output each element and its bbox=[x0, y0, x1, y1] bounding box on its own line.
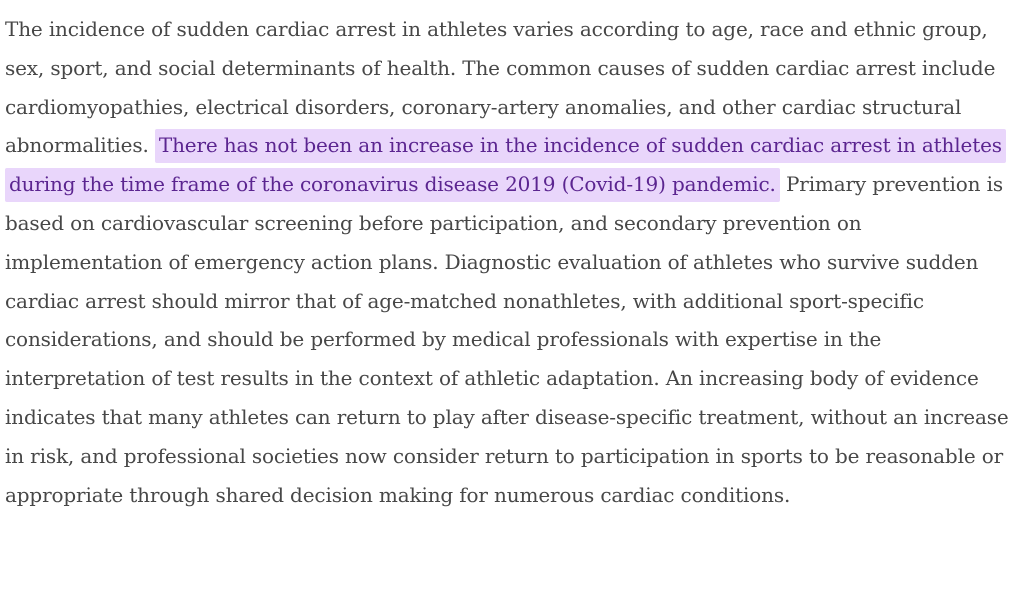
highlighted-sentence[interactable]: There has not been an increase in the incidence of sudden cardiac arrest in athletes during the time frame of the coronavirus disease 2019 (Covid-19) pandemic. bbox=[5, 129, 1006, 202]
paragraph-text-before-highlight: The incidence of sudden cardiac arrest in athletes varies according to age, race and ethnic group, sex, sport, and social determinants of health. The common causes of sudden cardiac arrest include cardiomyopathies, electrical disorders, coronary-artery anomalies, and other cardiac structural abnormalities. bbox=[5, 17, 996, 158]
paragraph-text-after-highlight: Primary prevention is based on cardiovascular screening before participation, and secondary prevention on implementation of emergency action plans. Diagnostic evaluation of athletes who survive sudden cardiac arrest should mirror that of age-matched nonathletes, with additional sport-specific considerations, and should be performed by medical professionals with expertise in the interpretation of test results in the context of athletic adaptation. An increasing body of evidence indicates that many athletes can return to play after disease-specific treatment, without an increase in risk, and professional societies now consider return to participation in sports to be reasonable or appropriate through shared decision making for numerous cardiac conditions. bbox=[5, 172, 1009, 507]
abstract-paragraph bbox=[5, 10, 1009, 514]
